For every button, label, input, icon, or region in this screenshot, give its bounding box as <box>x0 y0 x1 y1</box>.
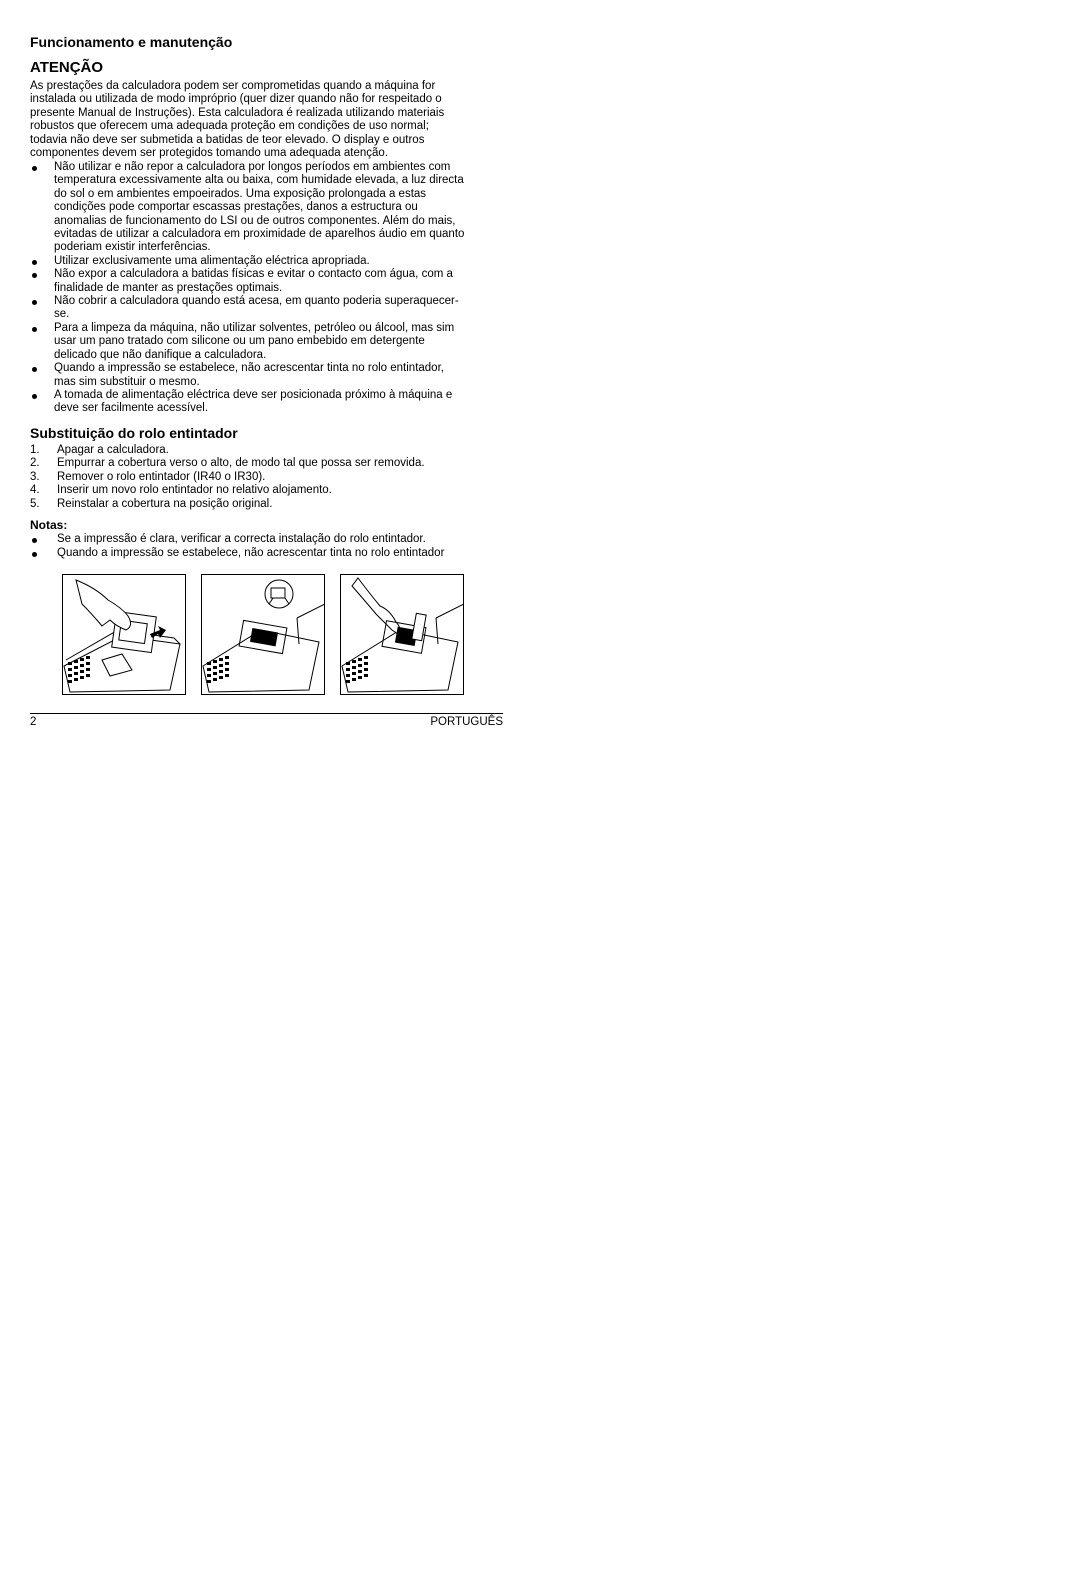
warning-list <box>30 161 500 416</box>
intro-line: todavia não deve ser submetida a batidas de teor elevado. O display e outros <box>30 133 425 146</box>
step-text: Empurrar a cobertura verso o alto, de modo tal que possa ser removida. <box>57 457 425 470</box>
bullet-icon <box>32 367 37 372</box>
warning-item: A tomada de alimentação eléctrica deve ser posicionada próximo à máquina e deve ser facilmente acessível. <box>30 389 500 416</box>
insert-roller-illustration <box>340 574 464 695</box>
step-text: Remover o rolo entintador (IR40 o IR30). <box>57 470 266 483</box>
section-title: Funcionamento e manutenção <box>30 34 233 50</box>
step-text: Apagar a calculadora. <box>57 444 169 456</box>
bullet-icon <box>32 327 37 332</box>
notes-list <box>30 533 500 561</box>
calculator-cover-illustration <box>62 574 186 695</box>
notes-title: Notas: <box>30 518 68 532</box>
intro-line: As prestações da calculadora podem ser comprometidas quando a máquina for <box>30 80 436 92</box>
bullet-icon <box>32 273 37 278</box>
illustration-remove-cover <box>62 574 186 695</box>
replace-title: Substituição do rolo entintador <box>30 425 238 441</box>
bullet-icon <box>32 300 37 305</box>
step-item <box>30 444 500 457</box>
step-number: 5. <box>30 497 40 510</box>
step-number: 1. <box>30 444 40 456</box>
ink-roller-illustration <box>201 574 325 695</box>
intro-line: instalada ou utilizada de modo impróprio (quer dizer quando não for respeitado o <box>30 93 442 106</box>
footer-language: PORTUGUÊS <box>430 716 503 728</box>
footer-divider <box>30 713 503 714</box>
bullet-icon <box>32 166 37 171</box>
bullet-icon <box>32 552 37 557</box>
note-item: Se a impressão é clara, verificar a correcta instalação do rolo entintador. <box>30 533 500 547</box>
step-number: 4. <box>30 484 40 497</box>
bullet-icon <box>32 260 37 265</box>
warning-item: Não expor a calculadora a batidas físicas e evitar o contacto com água, com a finalidade de manter as prestações optimais. <box>30 268 500 295</box>
warning-item: Para a limpeza da máquina, não utilizar solventes, petróleo ou álcool, mas sim usar um pano tratado com silicone ou um pano embebido em detergente delicado que não danifique a calculadora. <box>30 322 500 362</box>
bullet-icon <box>32 394 37 399</box>
attention-title: ATENÇÃO <box>30 59 104 76</box>
steps-list <box>30 444 500 511</box>
page-number: 2 <box>30 716 37 728</box>
step-item <box>30 484 500 497</box>
step-item <box>30 498 500 511</box>
bullet-icon <box>32 538 37 543</box>
warning-item: Utilizar exclusivamente uma alimentação eléctrica apropriada. <box>30 255 500 268</box>
illustration-remove-roller <box>201 574 325 695</box>
step-number: 3. <box>30 470 40 483</box>
intro-line: componentes devem ser protegidos tomando uma adequada atenção. <box>30 147 389 160</box>
step-text: Inserir um novo rolo entintador no relativo alojamento. <box>57 484 332 497</box>
note-item: Quando a impressão se estabelece, não acrescentar tinta no rolo entintador <box>30 547 500 561</box>
step-text: Reinstalar a cobertura na posição original. <box>57 497 273 510</box>
intro-line: presente Manual de Instruções). Esta calculadora é realizada utilizando materiais <box>30 106 445 119</box>
warning-item: Não utilizar e não repor a calculadora por longos períodos em ambientes com temperatura excessivamente alta ou baixa, com humidade elevada, a luz directa do sol o em ambientes empoeirados. Uma exposição prolongada a estas condições pode comportar escassas prestações, danos a estructura ou anomalias de funcionamento do LSI ou de outros componentes. Além do mais, evitadas de utilizar a calculadora em proximidade de aparelhos áudio em quanto poderiam existir interferências. <box>30 161 500 255</box>
step-number: 2. <box>30 457 40 470</box>
warning-item: Não cobrir a calculadora quando está acesa, em quanto poderia superaquecer- se. <box>30 295 500 322</box>
intro-paragraph <box>30 80 500 160</box>
step-item <box>30 471 500 484</box>
step-item <box>30 457 500 470</box>
intro-line: robustos que oferecem uma adequada proteção em condições de uso normal; <box>30 120 429 133</box>
illustration-insert-roller <box>340 574 464 695</box>
warning-item: Quando a impressão se estabelece, não acrescentar tinta no rolo entintador, mas sim substituir o mesmo. <box>30 362 500 389</box>
